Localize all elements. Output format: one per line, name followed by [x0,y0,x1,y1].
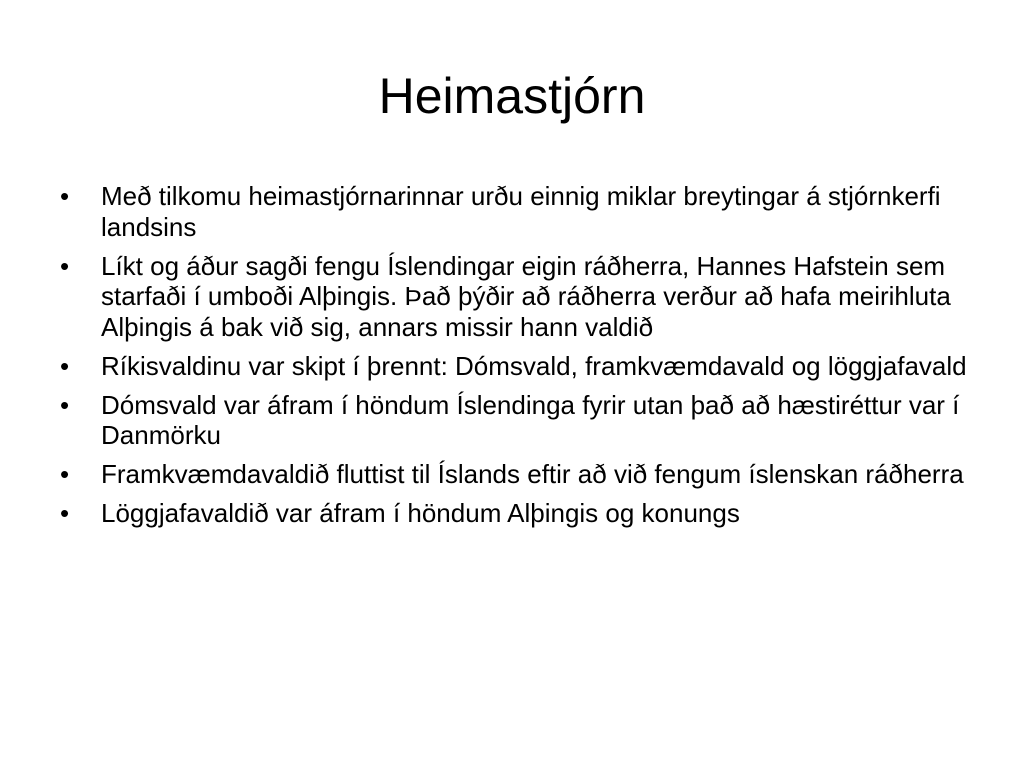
bullet-list [51,181,973,537]
bullet-item [51,459,973,490]
bullet-item [51,351,973,382]
bullet-dot-icon: • [60,250,70,281]
bullet-dot-icon: • [60,389,70,420]
bullet-text: Líkt og áður sagði fengu Íslendingar eigin ráðherra, Hannes Hafstein sem starfaði í umboði Alþingis. Það þýðir að ráðherra verður að hafa meirihluta Alþingis á bak við sig, annars missir hann valdið [101,250,951,342]
bullet-dot-icon: • [60,498,70,528]
bullet-text: Framkvæmdavaldið fluttist til Íslands eftir að við fengum íslenskan ráðherra [101,459,964,489]
bullet-dot-icon: • [60,350,70,381]
bullet-dot-icon: • [60,459,70,489]
bullet-text: Dómsvald var áfram í höndum Íslendinga fyrir utan það að hæstiréttur var í Danmörku [101,389,960,450]
bullet-text: Ríkisvaldinu var skipt í þrennt: Dómsvald, framkvæmdavald og löggjafavald [101,350,967,381]
bullet-dot-icon: • [60,181,70,211]
bullet-item [51,390,973,451]
bullet-text: Með tilkomu heimastjórnarinnar urðu einnig miklar breytingar á stjórnkerfi landsins [101,181,941,242]
bullet-item [51,498,973,529]
bullet-text: Löggjafavaldið var áfram í höndum Alþingis og konungs [101,498,740,528]
bullet-item [51,181,973,242]
slide-title: Heimastjórn [378,68,646,124]
bullet-item [51,251,973,343]
